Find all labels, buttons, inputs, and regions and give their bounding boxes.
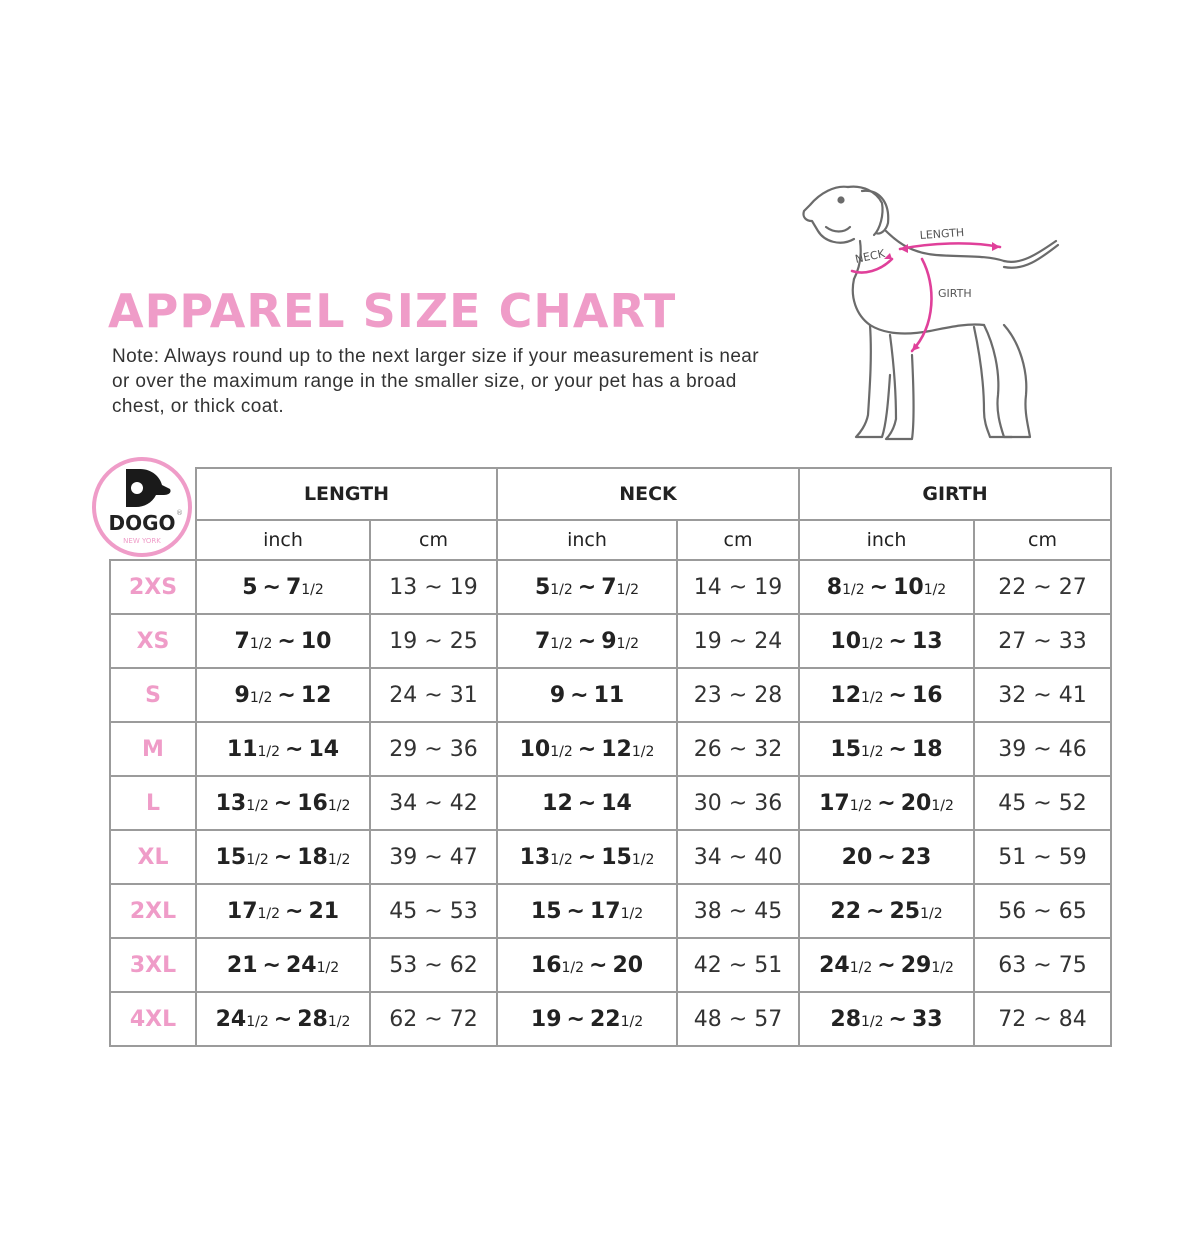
range-separator: ~ bbox=[577, 736, 597, 762]
range-min: 19 bbox=[530, 1006, 562, 1032]
range-min: 15 bbox=[530, 898, 562, 924]
table-row bbox=[110, 668, 1111, 722]
range-max: 21 bbox=[308, 898, 340, 924]
range-separator: ~ bbox=[877, 844, 896, 870]
range-min: 16 bbox=[530, 952, 562, 978]
range-max: 14 bbox=[308, 736, 340, 762]
girth-cm-cell: 27 ~ 33 bbox=[974, 614, 1111, 668]
range-max-fraction: 1/2 bbox=[620, 1013, 644, 1030]
girth-cm-cell: 32 ~ 41 bbox=[974, 668, 1111, 722]
range-separator: ~ bbox=[273, 790, 293, 816]
range-max: 11 bbox=[593, 682, 625, 708]
range-max: 7 bbox=[601, 574, 617, 600]
range-max-fraction: 1/2 bbox=[620, 905, 644, 922]
girth-inch-cell bbox=[799, 992, 974, 1046]
length-cm-cell: 13 ~ 19 bbox=[370, 560, 497, 614]
range-max: 7 bbox=[285, 574, 302, 600]
length-inch-cell bbox=[196, 614, 370, 668]
range-min-fraction: 1/2 bbox=[561, 959, 585, 976]
range-max-fraction: 1/2 bbox=[931, 959, 954, 976]
page-title: APPAREL SIZE CHART bbox=[108, 284, 677, 338]
range-min-fraction: 1/2 bbox=[550, 743, 573, 760]
range-max: 16 bbox=[911, 682, 943, 708]
range-separator: ~ bbox=[589, 952, 608, 978]
neck-cm-cell: 14 ~ 19 bbox=[677, 560, 799, 614]
length-label: LENGTH bbox=[919, 225, 965, 242]
range-min: 5 bbox=[534, 574, 551, 600]
length-inch-cell bbox=[196, 722, 370, 776]
range-max: 17 bbox=[589, 898, 621, 924]
group-header-row bbox=[110, 468, 1111, 520]
range-min: 28 bbox=[830, 1006, 862, 1032]
range-separator: ~ bbox=[866, 898, 885, 924]
table-row bbox=[110, 992, 1111, 1046]
length-inch-cell bbox=[196, 992, 370, 1046]
range-separator: ~ bbox=[262, 952, 281, 978]
range-min: 15 bbox=[215, 844, 247, 870]
range-min-fraction: 1/2 bbox=[246, 797, 269, 814]
range-max-fraction: 1/2 bbox=[631, 743, 655, 760]
logo-brand: DOGO bbox=[108, 511, 176, 535]
size-label: 2XS bbox=[110, 560, 196, 614]
range-max: 25 bbox=[889, 898, 921, 924]
girth-label: GIRTH bbox=[938, 287, 972, 300]
range-max: 18 bbox=[297, 844, 328, 870]
neck-cm-cell: 34 ~ 40 bbox=[677, 830, 799, 884]
range-min: 9 bbox=[549, 682, 566, 708]
range-min: 17 bbox=[819, 790, 850, 816]
range-max: 20 bbox=[612, 952, 644, 978]
neck-header: NECK bbox=[497, 468, 799, 520]
unit-header: inch bbox=[497, 520, 677, 560]
range-min-fraction: 1/2 bbox=[861, 1013, 884, 1030]
range-min-fraction: 1/2 bbox=[246, 851, 269, 868]
neck-inch-cell bbox=[497, 992, 677, 1046]
length-cm-cell: 39 ~ 47 bbox=[370, 830, 497, 884]
range-max-fraction: 1/2 bbox=[327, 797, 351, 814]
range-max: 16 bbox=[297, 790, 328, 816]
unit-header: cm bbox=[677, 520, 799, 560]
size-rows bbox=[110, 560, 1111, 1046]
range-min: 7 bbox=[234, 628, 250, 654]
neck-inch-cell bbox=[497, 722, 677, 776]
neck-cm-cell: 26 ~ 32 bbox=[677, 722, 799, 776]
range-separator: ~ bbox=[577, 628, 597, 654]
range-min: 10 bbox=[830, 628, 862, 654]
neck-inch-cell bbox=[497, 614, 677, 668]
girth-cm-cell: 45 ~ 52 bbox=[974, 776, 1111, 830]
range-max: 12 bbox=[601, 736, 632, 762]
range-min: 9 bbox=[234, 682, 250, 708]
length-cm-cell: 29 ~ 36 bbox=[370, 722, 497, 776]
range-separator: ~ bbox=[566, 898, 585, 924]
girth-cm-cell: 56 ~ 65 bbox=[974, 884, 1111, 938]
range-min: 13 bbox=[519, 844, 551, 870]
girth-inch-cell bbox=[799, 884, 974, 938]
size-label: XL bbox=[110, 830, 196, 884]
range-max: 15 bbox=[601, 844, 632, 870]
range-min-fraction: 1/2 bbox=[550, 851, 573, 868]
logo-sub: NEW YORK bbox=[123, 537, 161, 545]
neck-inch-cell bbox=[497, 668, 677, 722]
unit-header: inch bbox=[196, 520, 370, 560]
girth-cm-cell: 72 ~ 84 bbox=[974, 992, 1111, 1046]
range-separator: ~ bbox=[285, 736, 304, 762]
range-min-fraction: 1/2 bbox=[861, 743, 884, 760]
range-max-fraction: 1/2 bbox=[631, 851, 655, 868]
girth-cm-cell: 22 ~ 27 bbox=[974, 560, 1111, 614]
unit-header-row bbox=[110, 520, 1111, 560]
girth-cm-cell: 39 ~ 46 bbox=[974, 722, 1111, 776]
girth-inch-cell bbox=[799, 776, 974, 830]
length-inch-cell bbox=[196, 884, 370, 938]
length-inch-cell bbox=[196, 560, 370, 614]
length-header: LENGTH bbox=[196, 468, 497, 520]
range-min: 5 bbox=[242, 574, 258, 600]
size-label: 3XL bbox=[110, 938, 196, 992]
range-separator: ~ bbox=[877, 790, 896, 816]
size-label: M bbox=[110, 722, 196, 776]
neck-cm-cell: 48 ~ 57 bbox=[677, 992, 799, 1046]
range-separator: ~ bbox=[273, 1006, 293, 1032]
range-max: 18 bbox=[911, 736, 943, 762]
size-label: 2XL bbox=[110, 884, 196, 938]
neck-cm-cell: 42 ~ 51 bbox=[677, 938, 799, 992]
neck-cm-cell: 23 ~ 28 bbox=[677, 668, 799, 722]
sizing-note: Note: Always round up to the next larger size if your measurement is near or over the maximum range in the smaller size, or your pet has a broad chest, or thick coat. bbox=[112, 346, 760, 417]
range-min: 17 bbox=[226, 898, 258, 924]
range-min: 24 bbox=[819, 952, 850, 978]
range-separator: ~ bbox=[570, 682, 589, 708]
length-cm-cell: 53 ~ 62 bbox=[370, 938, 497, 992]
table-row bbox=[110, 722, 1111, 776]
range-min: 10 bbox=[519, 736, 551, 762]
range-min-fraction: 1/2 bbox=[842, 581, 865, 598]
range-min: 11 bbox=[226, 736, 258, 762]
range-separator: ~ bbox=[577, 844, 597, 870]
range-separator: ~ bbox=[888, 682, 907, 708]
girth-cm-cell: 63 ~ 75 bbox=[974, 938, 1111, 992]
range-separator: ~ bbox=[888, 736, 907, 762]
range-min: 12 bbox=[542, 790, 573, 816]
range-min-fraction: 1/2 bbox=[550, 581, 573, 598]
range-max: 14 bbox=[601, 790, 632, 816]
length-cm-cell: 19 ~ 25 bbox=[370, 614, 497, 668]
girth-inch-cell bbox=[799, 830, 974, 884]
range-max-fraction: 1/2 bbox=[327, 1013, 351, 1030]
range-max-fraction: 1/2 bbox=[616, 581, 640, 598]
range-max: 10 bbox=[893, 574, 924, 600]
neck-cm-cell: 30 ~ 36 bbox=[677, 776, 799, 830]
range-min-fraction: 1/2 bbox=[246, 1013, 269, 1030]
range-max: 24 bbox=[285, 952, 317, 978]
range-min-fraction: 1/2 bbox=[257, 905, 281, 922]
table-row bbox=[110, 884, 1111, 938]
size-chart-table bbox=[109, 467, 1112, 1047]
range-separator: ~ bbox=[277, 628, 296, 654]
range-max-fraction: 1/2 bbox=[316, 959, 340, 976]
length-inch-cell bbox=[196, 776, 370, 830]
length-inch-cell bbox=[196, 668, 370, 722]
range-max: 33 bbox=[911, 1006, 943, 1032]
girth-cm-cell: 51 ~ 59 bbox=[974, 830, 1111, 884]
range-min-fraction: 1/2 bbox=[849, 797, 873, 814]
table-row bbox=[110, 938, 1111, 992]
range-separator: ~ bbox=[888, 1006, 907, 1032]
neck-cm-cell: 38 ~ 45 bbox=[677, 884, 799, 938]
range-max-fraction: 1/2 bbox=[931, 797, 954, 814]
size-label: S bbox=[110, 668, 196, 722]
range-max-fraction: 1/2 bbox=[327, 851, 351, 868]
size-label: 4XL bbox=[110, 992, 196, 1046]
range-min: 8 bbox=[826, 574, 843, 600]
table-row bbox=[110, 776, 1111, 830]
range-min-fraction: 1/2 bbox=[249, 635, 273, 652]
range-max: 29 bbox=[900, 952, 932, 978]
range-min-fraction: 1/2 bbox=[849, 959, 873, 976]
neck-inch-cell bbox=[497, 776, 677, 830]
girth-inch-cell bbox=[799, 614, 974, 668]
range-max-fraction: 1/2 bbox=[923, 581, 947, 598]
range-separator: ~ bbox=[566, 1006, 585, 1032]
range-max: 12 bbox=[300, 682, 332, 708]
neck-label: NECK bbox=[853, 246, 887, 266]
girth-inch-cell bbox=[799, 938, 974, 992]
unit-header: cm bbox=[974, 520, 1111, 560]
neck-inch-cell bbox=[497, 560, 677, 614]
girth-inch-cell bbox=[799, 668, 974, 722]
dog-measurement-illustration bbox=[790, 175, 1070, 450]
range-separator: ~ bbox=[277, 682, 296, 708]
range-separator: ~ bbox=[273, 844, 293, 870]
girth-inch-cell bbox=[799, 722, 974, 776]
range-max: 28 bbox=[297, 1006, 328, 1032]
girth-inch-cell bbox=[799, 560, 974, 614]
unit-header: cm bbox=[370, 520, 497, 560]
range-max-fraction: 1/2 bbox=[301, 581, 324, 598]
range-separator: ~ bbox=[262, 574, 281, 600]
range-max: 13 bbox=[911, 628, 943, 654]
range-min: 20 bbox=[841, 844, 873, 870]
table-row bbox=[110, 830, 1111, 884]
range-min-fraction: 1/2 bbox=[861, 689, 884, 706]
range-max: 22 bbox=[589, 1006, 621, 1032]
range-min-fraction: 1/2 bbox=[249, 689, 273, 706]
logo-registered: ® bbox=[176, 509, 183, 517]
range-min: 13 bbox=[215, 790, 247, 816]
range-max: 20 bbox=[900, 790, 932, 816]
neck-inch-cell bbox=[497, 830, 677, 884]
neck-inch-cell bbox=[497, 884, 677, 938]
range-separator: ~ bbox=[869, 574, 889, 600]
range-min: 12 bbox=[830, 682, 862, 708]
size-label: XS bbox=[110, 614, 196, 668]
range-max: 10 bbox=[300, 628, 332, 654]
range-min-fraction: 1/2 bbox=[550, 635, 573, 652]
range-max-fraction: 1/2 bbox=[616, 635, 640, 652]
range-separator: ~ bbox=[577, 574, 597, 600]
range-separator: ~ bbox=[285, 898, 304, 924]
range-min: 22 bbox=[830, 898, 862, 924]
girth-header: GIRTH bbox=[799, 468, 1111, 520]
range-max: 9 bbox=[601, 628, 617, 654]
range-min-fraction: 1/2 bbox=[257, 743, 281, 760]
length-cm-cell: 45 ~ 53 bbox=[370, 884, 497, 938]
range-separator: ~ bbox=[877, 952, 896, 978]
length-cm-cell: 34 ~ 42 bbox=[370, 776, 497, 830]
length-inch-cell bbox=[196, 938, 370, 992]
range-min: 15 bbox=[830, 736, 862, 762]
range-min: 7 bbox=[534, 628, 551, 654]
range-separator: ~ bbox=[888, 628, 907, 654]
logo-cell bbox=[110, 468, 196, 560]
length-cm-cell: 24 ~ 31 bbox=[370, 668, 497, 722]
table-row bbox=[110, 560, 1111, 614]
length-inch-cell bbox=[196, 830, 370, 884]
range-min-fraction: 1/2 bbox=[861, 635, 884, 652]
range-max-fraction: 1/2 bbox=[920, 905, 943, 922]
unit-header: inch bbox=[799, 520, 974, 560]
neck-inch-cell bbox=[497, 938, 677, 992]
range-max: 23 bbox=[900, 844, 932, 870]
range-min: 21 bbox=[226, 952, 258, 978]
range-separator: ~ bbox=[577, 790, 597, 816]
range-min: 24 bbox=[215, 1006, 247, 1032]
neck-cm-cell: 19 ~ 24 bbox=[677, 614, 799, 668]
length-cm-cell: 62 ~ 72 bbox=[370, 992, 497, 1046]
table-row bbox=[110, 614, 1111, 668]
size-label: L bbox=[110, 776, 196, 830]
